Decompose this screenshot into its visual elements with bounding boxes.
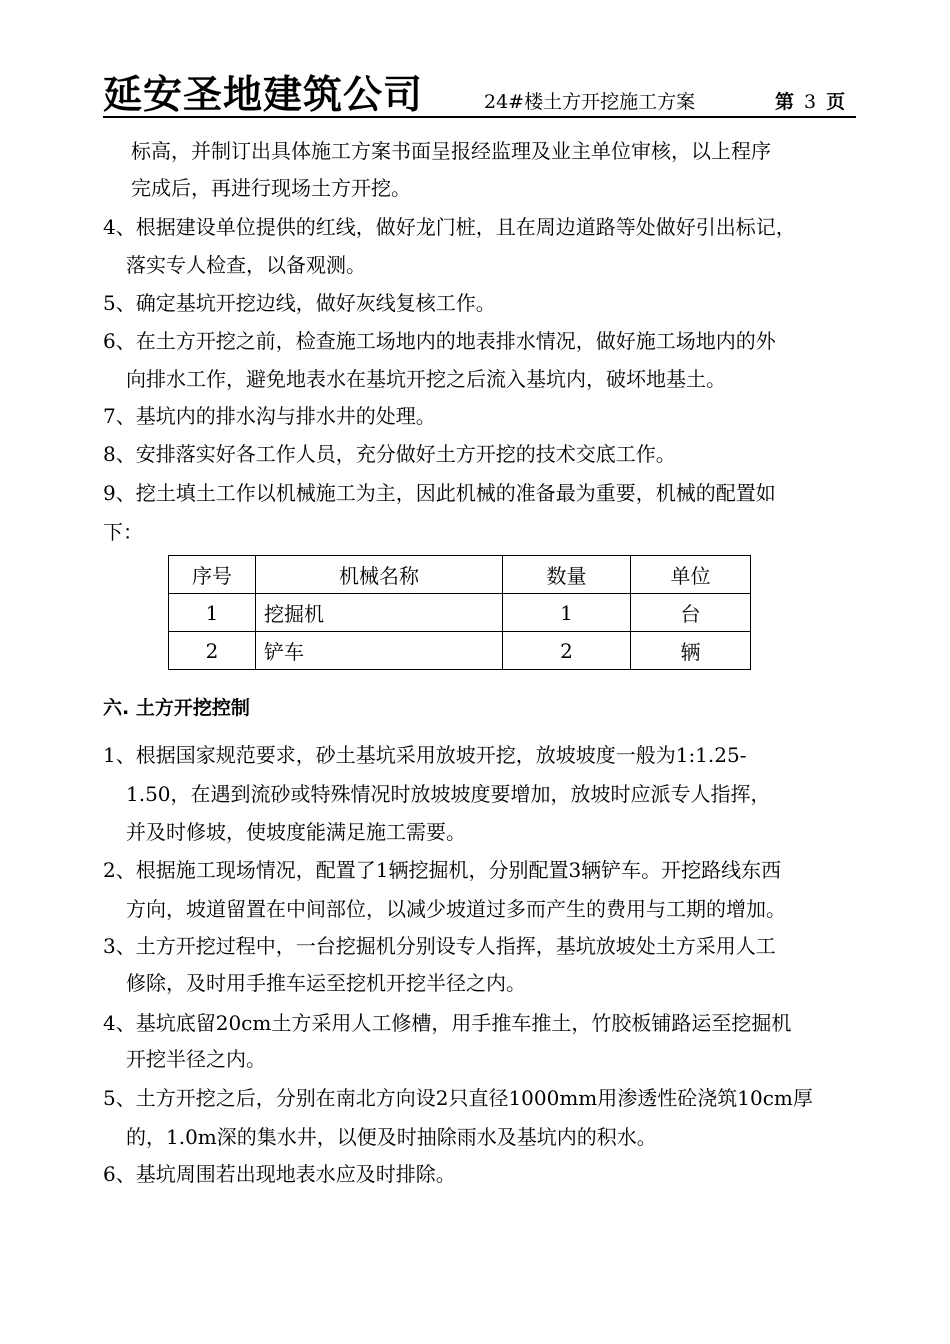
table-header-cell: 数量 — [503, 556, 631, 594]
page-suffix: 页 — [826, 91, 846, 113]
paragraph-line: 向排水工作，避免地表水在基坑开挖之后流入基坑内，破坏地基土。 — [126, 367, 726, 391]
section-heading: 六. 土方开挖控制 — [103, 697, 250, 719]
document-title: 24#楼土方开挖施工方案 — [484, 91, 696, 113]
list-item: 6、在土方开挖之前，检查施工场地内的地表排水情况，做好施工场地内的外 — [103, 329, 776, 353]
table-header-cell: 序号 — [169, 556, 256, 594]
list-item: 6、基坑周围若出现地表水应及时排除。 — [103, 1162, 456, 1186]
paragraph-line: 下： — [103, 520, 143, 544]
list-item: 8、安排落实好各工作人员，充分做好土方开挖的技术交底工作。 — [103, 442, 676, 466]
paragraph-line: 的，1.0m深的集水井，以便及时抽除雨水及基坑内的积水。 — [126, 1125, 657, 1149]
table-cell: 1 — [503, 594, 631, 632]
table-cell: 2 — [503, 632, 631, 670]
paragraph-line: 方向，坡道留置在中间部位，以减少坡道过多而产生的费用与工期的增加。 — [126, 897, 786, 921]
page-number-value: 3 — [804, 91, 817, 113]
table-row — [169, 632, 751, 670]
paragraph-line: 开挖半径之内。 — [126, 1047, 266, 1071]
paragraph-line: 修除，及时用手推车运至挖机开挖半径之内。 — [126, 971, 526, 995]
page-prefix: 第 — [775, 91, 795, 113]
machine-table — [168, 555, 751, 670]
page-header — [103, 64, 856, 118]
table-header-row — [169, 556, 751, 594]
list-item: 7、基坑内的排水沟与排水井的处理。 — [103, 404, 436, 428]
page-number — [775, 90, 845, 114]
table-cell: 铲车 — [256, 632, 503, 670]
paragraph-line: 1.50，在遇到流砂或特殊情况时放坡坡度要增加，放坡时应派专人指挥， — [126, 782, 771, 806]
list-item: 9、挖土填土工作以机械施工为主，因此机械的准备最为重要，机械的配置如 — [103, 481, 776, 505]
table-header-cell: 机械名称 — [256, 556, 503, 594]
list-item: 5、确定基坑开挖边线，做好灰线复核工作。 — [103, 291, 496, 315]
paragraph-line: 并及时修坡，使坡度能满足施工需要。 — [126, 820, 466, 844]
list-item: 2、根据施工现场情况，配置了1辆挖掘机，分别配置3辆铲车。开挖路线东西 — [103, 858, 782, 882]
table-cell: 2 — [169, 632, 256, 670]
table-cell: 1 — [169, 594, 256, 632]
paragraph-line: 落实专人检查，以备观测。 — [126, 253, 366, 277]
table-header-cell: 单位 — [631, 556, 751, 594]
company-name: 延安圣地建筑公司 — [103, 73, 424, 118]
table-cell: 辆 — [631, 632, 751, 670]
list-item: 5、土方开挖之后，分别在南北方向设2只直径1000mm用渗透性砼浇筑10cm厚 — [103, 1086, 813, 1110]
list-item: 1、根据国家规范要求，砂土基坑采用放坡开挖，放坡坡度一般为1:1.25- — [103, 743, 747, 767]
paragraph-line: 完成后，再进行现场土方开挖。 — [131, 176, 411, 200]
list-item: 4、根据建设单位提供的红线，做好龙门桩，且在周边道路等处做好引出标记， — [103, 215, 796, 239]
table-cell: 台 — [631, 594, 751, 632]
list-item: 3、土方开挖过程中，一台挖掘机分别设专人指挥，基坑放坡处土方采用人工 — [103, 934, 776, 958]
table-cell: 挖掘机 — [256, 594, 503, 632]
paragraph-line: 标高，并制订出具体施工方案书面呈报经监理及业主单位审核，以上程序 — [131, 139, 771, 163]
table-row — [169, 594, 751, 632]
list-item: 4、基坑底留20cm土方采用人工修槽，用手推车推土，竹胶板铺路运至挖掘机 — [103, 1011, 792, 1035]
